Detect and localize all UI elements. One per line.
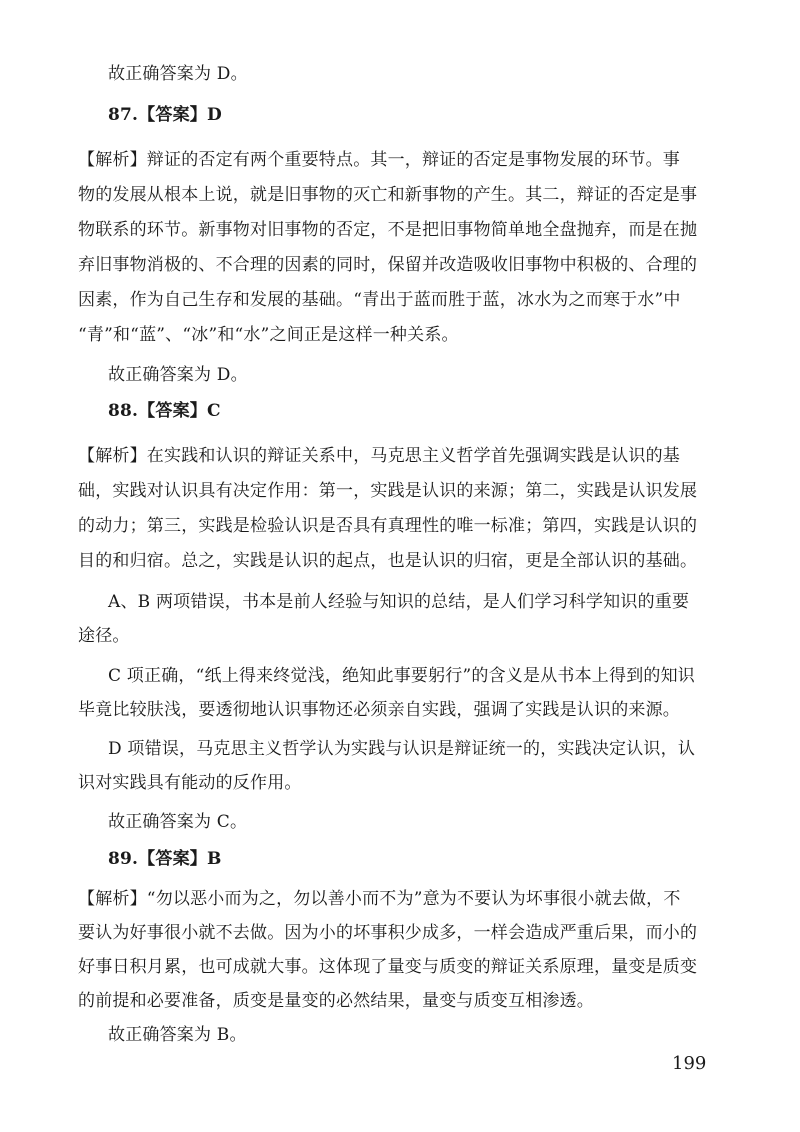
analysis-88-line-1: 【解析】在实践和认识的辩证关系中，马克思主义哲学首先强调实践是认识的基 [78,446,680,466]
answer-heading-87: 87.【答案】D [108,105,222,125]
option-ab-line-1: A、B 两项错误，书本是前人经验与知识的总结，是人们学习科学知识的重要 [108,592,690,612]
analysis-88-line-4: 目的和归宿。总之，实践是认识的起点，也是认识的归宿，更是全部认识的基础。 [78,551,698,571]
answer-conclusion-86: 故正确答案为 D。 [108,64,248,84]
page-number: 199 [672,1053,707,1074]
analysis-87-line-3: 物联系的环节。新事物对旧事物的否定，不是把旧事物简单地全盘抛弃，而是在抛 [78,220,698,240]
option-d-line-1: D 项错误，马克思主义哲学认为实践与认识是辩证统一的，实践决定认识，认 [108,739,696,759]
analysis-87-line-6: “青”和“蓝”、“冰”和“水”之间正是这样一种关系。 [78,325,459,345]
option-c-line-1: C 项正确，“纸上得来终觉浅，绝知此事要躬行”的含义是从书本上得到的知识 [108,666,695,686]
analysis-87-line-5: 因素，作为自己生存和发展的基础。“青出于蓝而胜于蓝，冰水为之而寒于水”中 [78,290,681,310]
analysis-89-line-1: 【解析】“勿以恶小而为之，勿以善小而不为”意为不要认为坏事很小就去做，不 [78,889,681,909]
option-d-line-2: 识对实践具有能动的反作用。 [78,773,302,793]
analysis-89-line-4: 的前提和必要准备，质变是量变的必然结果，量变与质变互相渗透。 [78,991,594,1011]
analysis-89-line-2: 要认为好事很小就不去做。因为小的坏事积少成多，一样会造成严重后果，而小的 [78,923,698,943]
answer-conclusion-87: 故正确答案为 D。 [108,365,248,385]
analysis-87-line-4: 弃旧事物消极的、不合理的因素的同时，保留并改造吸收旧事物中积极的、合理的 [78,255,698,275]
answer-heading-89: 89.【答案】B [108,849,222,869]
analysis-88-line-2: 础，实践对认识具有决定作用：第一，实践是认识的来源；第二，实践是认识发展 [78,481,698,501]
answer-conclusion-89: 故正确答案为 B。 [108,1025,247,1045]
option-c-line-2: 毕竟比较肤浅，要透彻地认识事物还必须亲自实践，强调了实践是认识的来源。 [78,700,680,720]
answer-heading-88: 88.【答案】C [108,401,221,421]
answer-conclusion-88: 故正确答案为 C。 [108,812,248,832]
analysis-87-line-1: 【解析】辩证的否定有两个重要特点。其一，辩证的否定是事物发展的环节。事 [78,150,680,170]
analysis-88-line-3: 的动力；第三，实践是检验认识是否具有真理性的唯一标准；第四，实践是认识的 [78,516,698,536]
analysis-89-line-3: 好事日积月累，也可成就大事。这体现了量变与质变的辩证关系原理，量变是质变 [78,957,698,977]
option-ab-line-2: 途径。 [78,626,130,646]
analysis-87-line-2: 物的发展从根本上说，就是旧事物的灭亡和新事物的产生。其二，辩证的否定是事 [78,185,698,205]
